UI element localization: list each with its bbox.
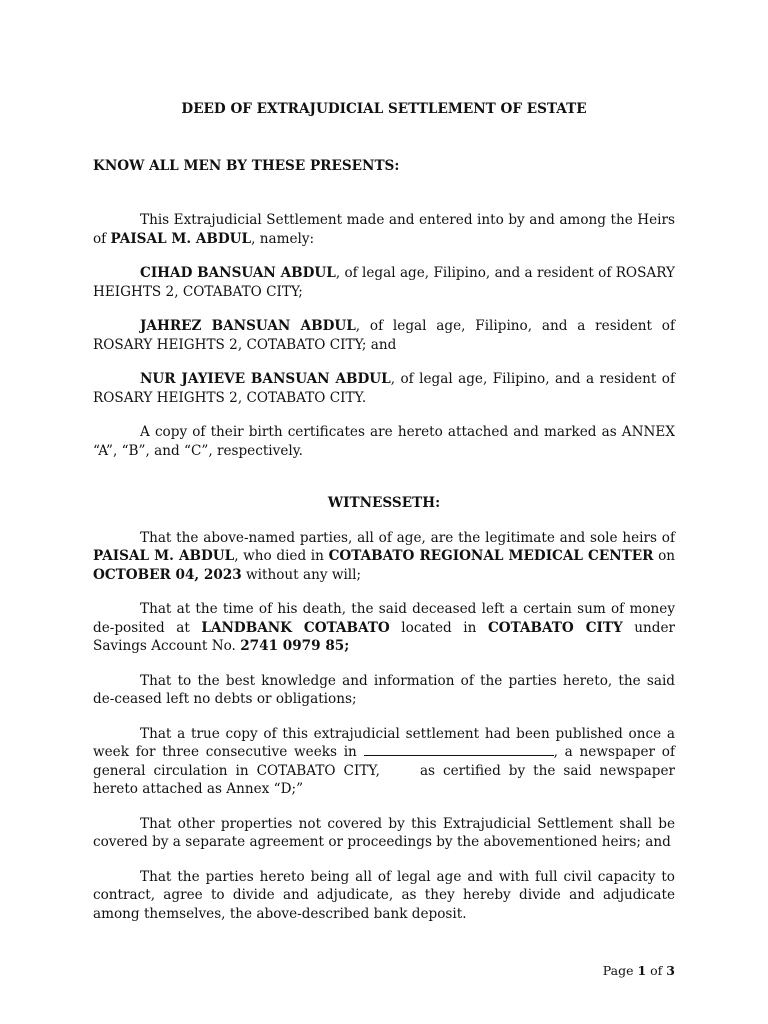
text: That at the time of his death, the said deceased left a certain sum of money de-posited at: [93, 601, 675, 636]
text: , who died in: [234, 548, 329, 564]
page-label: Page: [602, 963, 638, 978]
text: as certified by the said newspaper hereto attached as Annex “D;”: [93, 762, 675, 797]
annex-paragraph: A copy of their birth certificates are hereto attached and marked as ANNEX “A”, “B”, and “C”, respectively.: [93, 424, 675, 459]
heir-name: CIHAD BANSUAN ABDUL: [140, 265, 336, 281]
text: , a newspaper of general circulation in COTABATO CITY,: [93, 744, 675, 779]
bank-city: COTABATO CITY: [487, 619, 623, 636]
heir-paragraph-1: [93, 264, 675, 301]
text: under Savings Account No.: [93, 619, 676, 654]
intro-paragraph: [93, 211, 675, 248]
account-number: 2741 0979 85: [240, 638, 345, 654]
intro-text: This Extrajudicial Settlement made and entered into by and among the Heirs of: [93, 212, 675, 247]
bank-name: LANDBANK COTABATO: [201, 619, 390, 636]
publication-paragraph: [93, 725, 675, 799]
death-place: COTABATO REGIONAL MEDICAL CENTER: [328, 548, 654, 564]
text: located in: [389, 619, 488, 636]
of-label: of: [646, 963, 667, 978]
newspaper-blank-line[interactable]: [364, 743, 554, 756]
document-body: [93, 100, 675, 939]
know-all-heading: KNOW ALL MEN BY THESE PRESENTS:: [93, 157, 400, 174]
adjudication-paragraph: That the parties hereto being all of legal age and with full civil capacity to contract, agree to divide and adjudicate, as they hereby divide and adjudicate among themselves, the above-described bank deposit.: [93, 868, 675, 922]
document-title: DEED OF EXTRAJUDICIAL SETTLEMENT OF ESTATE: [181, 101, 587, 117]
decedent-name: PAISAL M. ABDUL: [93, 548, 235, 564]
text: on: [653, 548, 676, 564]
heirs-declaration-paragraph: [93, 529, 675, 585]
page-number: [603, 963, 675, 978]
heir-name: JAHREZ BANSUAN ABDUL: [140, 318, 356, 334]
intro-text-end: , namely:: [251, 230, 315, 247]
decedent-name: PAISAL M. ABDUL: [110, 230, 252, 247]
total-pages: 3: [666, 963, 675, 978]
deposit-paragraph: [93, 600, 675, 656]
heir-name: NUR JAYIEVE BANSUAN ABDUL: [140, 371, 391, 387]
witnesseth-heading: WITNESSETH:: [327, 495, 441, 511]
debts-paragraph: That to the best knowledge and information of the parties hereto, the said de-ceased left no debts or obligations;: [93, 672, 675, 707]
text: without any will;: [241, 566, 362, 583]
heir-details: , of legal age, Filipino, and a resident of ROSARY HEIGHTS 2, COTABATO CITY;: [93, 265, 675, 300]
heir-details: , of legal age, Filipino, and a resident of ROSARY HEIGHTS 2, COTABATO CITY; and: [93, 318, 676, 353]
heir-paragraph-3: [93, 370, 675, 407]
heir-details: , of legal age, Filipino, and a resident of ROSARY HEIGHTS 2, COTABATO CITY.: [93, 371, 675, 406]
text: That a true copy of this extrajudicial settlement had been published once a week for three consecutive weeks in: [93, 725, 675, 760]
heir-paragraph-2: [93, 317, 675, 354]
text: ;: [344, 638, 350, 654]
current-page: 1: [637, 963, 647, 978]
text: That the above-named parties, all of age, are the legitimate and sole heirs of: [140, 529, 675, 546]
death-date: OCTOBER 04, 2023: [93, 566, 242, 583]
other-properties-paragraph: That other properties not covered by this Extrajudicial Settlement shall be covered by a separate agreement or proceedings by the abovementioned heirs; and: [93, 815, 675, 850]
